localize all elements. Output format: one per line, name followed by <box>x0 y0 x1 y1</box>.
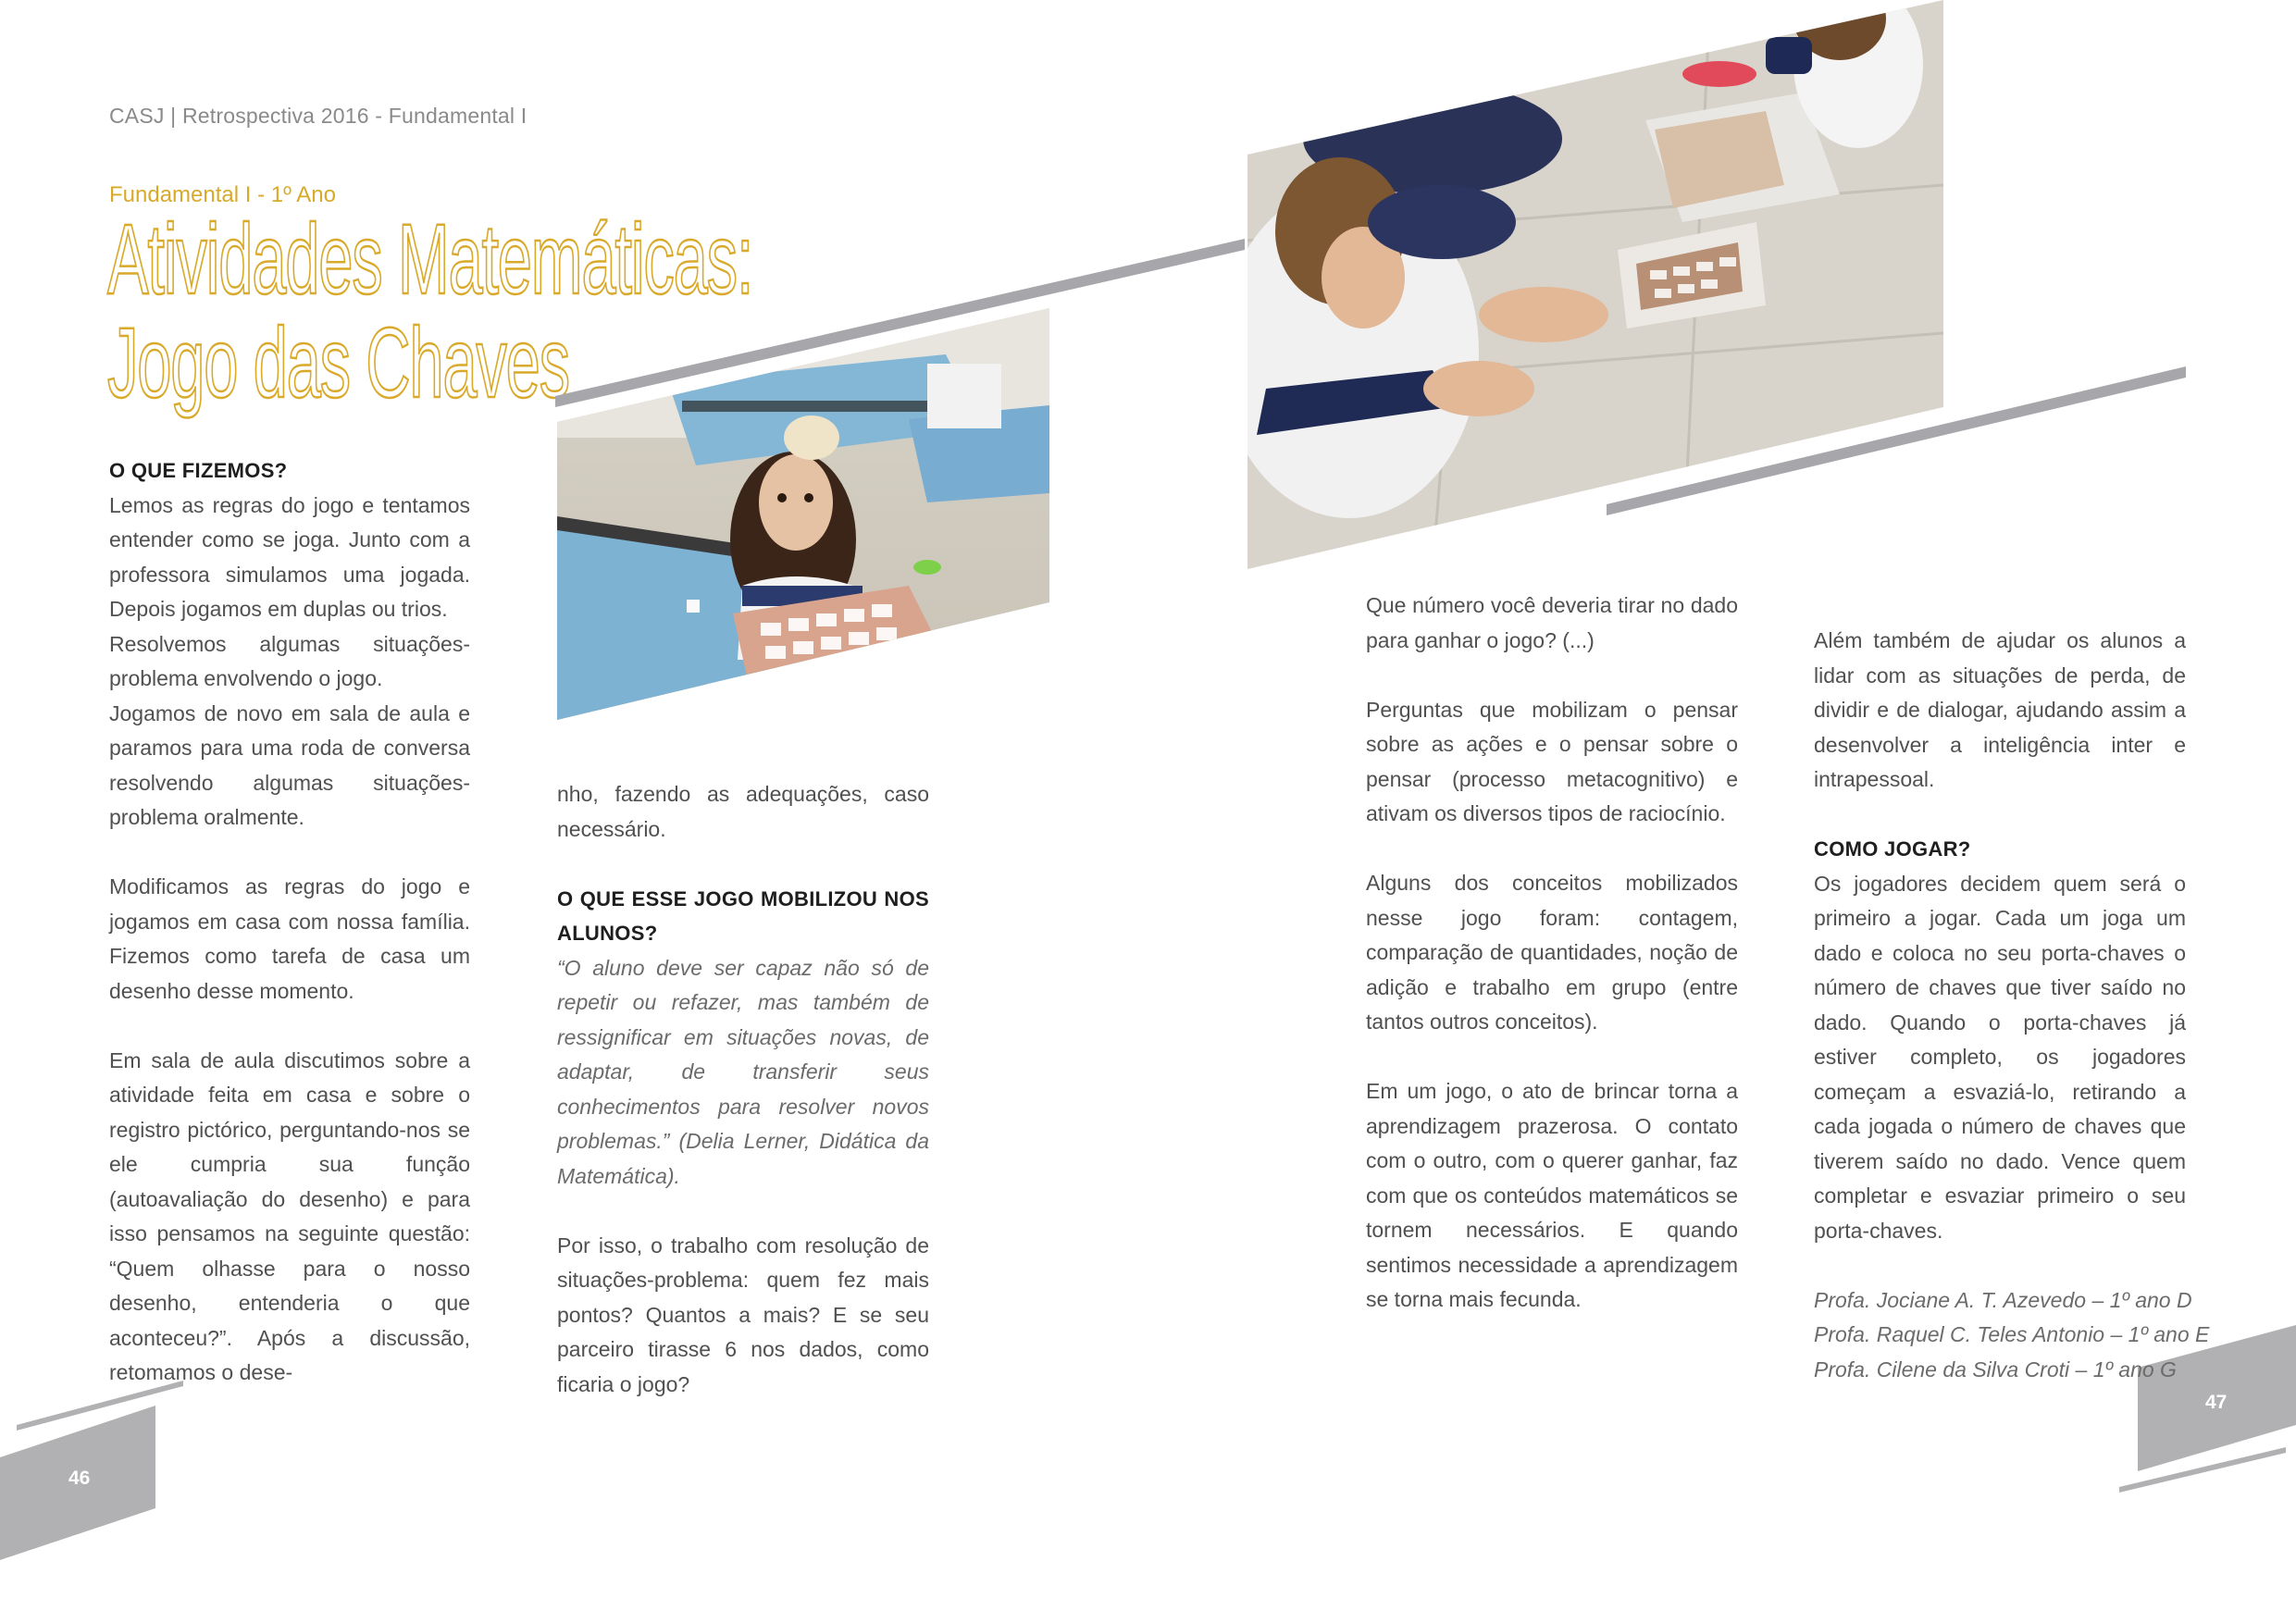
paragraph: Em um jogo, o ato de brincar torna a aprendizagem prazerosa. O contato com o outro, com o querer ganhar, faz com que os conteúdos matemáticos se tornem necessários. E quando sentimos necessidade a aprendizagem se torna mais fecunda. <box>1366 1079 1738 1311</box>
heading-o-que-mobilizou: O QUE ESSE JOGO MOBILIZOU NOS ALUNOS? <box>557 886 929 945</box>
paragraph: nho, fazendo as adequações, caso necessário. <box>557 782 929 841</box>
paragraph: Além também de ajudar os alunos a lidar com as situações de perda, de dividir e de dialogar, ajudando assim a desenvolver a inteligência inter e intrapessoal. <box>1814 628 2186 791</box>
page-number-left: 46 <box>68 1468 91 1489</box>
paragraph: Jogamos de novo em sala de aula e paramos para uma roda de conversa resolvendo algumas situações-problema oralmente. <box>109 700 470 829</box>
heading-o-que-fizemos: O QUE FIZEMOS? <box>109 459 288 482</box>
text-column-2 <box>557 777 929 1402</box>
title-line-1: Atividades Matemáticas: <box>107 203 753 315</box>
quote-delia-lerner: “O aluno deve ser capaz não só de repetir ou refazer, mas também de ressignificar em situações novas, de adaptar, de transferir seus conhecimentos para resolver novos problemas.” (Delia Lerner, Didática da Matemática). <box>557 955 929 1188</box>
running-header: CASJ | Retrospectiva 2016 - Fundamental I <box>109 104 527 128</box>
classroom-photo-floor <box>1247 0 1943 569</box>
paragraph: Por isso, o trabalho com resolução de situações-problema: quem fez mais pontos? Quantos a mais? E se seu parceiro tirasse 6 nos dados, como ficaria o jogo? <box>557 1233 929 1396</box>
paragraph: Que número você deveria tirar no dado para ganhar o jogo? (...) <box>1366 593 1738 652</box>
paragraph: Perguntas que mobilizam o pensar sobre as ações e o pensar sobre o pensar (processo metacognitivo) e ativam os diversos tipos de raciocínio. <box>1366 697 1738 825</box>
heading-como-jogar: COMO JOGAR? <box>1814 837 1971 861</box>
paragraph: Em sala de aula discutimos sobre a atividade feita em casa e sobre o registro pictórico, perguntando-nos se ele cumpria sua função (autoavaliação do desenho) e para isso pensamos na seguinte questão: “Quem olhasse para o nosso desenho, entenderia o que aconteceu?”. Após a discussão, retomamos o dese- <box>109 1047 470 1384</box>
paragraph: Lemos as regras do jogo e tentamos entender como se joga. Junto com a professora simulamos uma jogada. Depois jogamos em duplas ou trios. <box>109 492 470 621</box>
paragraph: Alguns dos conceitos mobilizados nesse jogo foram: contagem, comparação de quantidades, noção de adição e trabalho em grupo (entre tantos outros conceitos). <box>1366 871 1738 1034</box>
paragraph: Os jogadores decidem quem será o primeiro a jogar. Cada um joga um dado e coloca no seu porta-chaves o número de chaves que tiver saído no dado. Quando o porta-chaves já estiver completo, os jogadores começam a esvaziá-lo, retirando a cada jogada o número de chaves que tiverem saído no dado. Vence quem completar e esvaziar primeiro o seu porta-chaves. <box>1814 871 2186 1243</box>
signature-raquel: Profa. Raquel C. Teles Antonio – 1º ano E <box>1814 1322 2210 1346</box>
signature-jociane: Profa. Jociane A. T. Azevedo – 1º ano D <box>1814 1287 2192 1312</box>
text-column-1 <box>109 453 470 1391</box>
section-label: Fundamental I - 1º Ano <box>109 182 336 207</box>
page-number-right: 47 <box>2205 1392 2228 1413</box>
paragraph: Resolvemos algumas situações-problema envolvendo o jogo. <box>109 631 470 690</box>
classroom-photo-girl <box>557 308 1049 720</box>
title-line-2: Jogo das Chaves <box>107 306 569 418</box>
text-column-4 <box>1814 624 2210 1387</box>
paragraph: Modificamos as regras do jogo e jogamos em casa com nossa família. Fizemos como tarefa de casa um desenho desse momento. <box>109 874 470 1003</box>
signature-cilene: Profa. Cilene da Silva Croti – 1º ano G <box>1814 1357 2177 1381</box>
text-column-3 <box>1366 588 1738 1318</box>
